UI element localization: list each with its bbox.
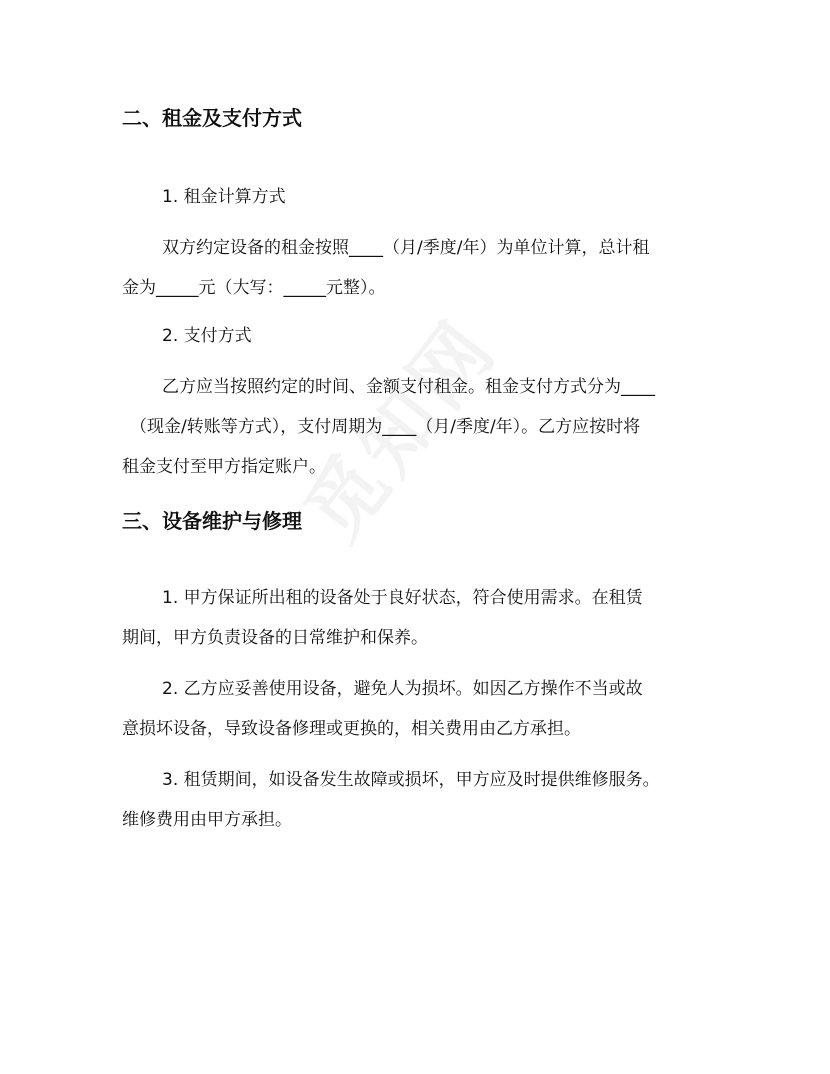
paragraph-maintenance-3 (122, 760, 722, 840)
paragraph-line: 1. 甲方保证所出租的设备处于良好状态，符合使用需求。在租赁 (162, 588, 643, 608)
subheading-payment-method: 2. 支付方式 (162, 326, 252, 346)
section-heading-rent-payment: 二、租金及支付方式 (122, 106, 302, 130)
paragraph-line: 金为_____元（大写：_____元整）。 (122, 278, 386, 298)
paragraph-line: 3. 租赁期间，如设备发生故障或损坏，甲方应及时提供维修服务。 (162, 770, 660, 790)
paragraph-line: 租金支付至甲方指定账户。 (122, 457, 326, 477)
paragraph-maintenance-1 (122, 578, 722, 658)
paragraph-maintenance-2 (122, 669, 722, 749)
paragraph-line: 乙方应当按照约定的时间、金额支付租金。租金支付方式分为____ (162, 377, 655, 397)
paragraph-line: 意损坏设备，导致设备修理或更换的，相关费用由乙方承担。 (122, 719, 581, 739)
section-heading-maintenance: 三、设备维护与修理 (122, 509, 302, 533)
subheading-rent-calculation: 1. 租金计算方式 (162, 187, 286, 207)
paragraph-line: 2. 乙方应妥善使用设备，避免人为损坏。如因乙方操作不当或故 (162, 679, 643, 699)
paragraph-line: 期间，甲方负责设备的日常维护和保养。 (122, 628, 428, 648)
paragraph-rent-calculation (122, 228, 722, 308)
paragraph-line: 维修费用由甲方承担。 (122, 810, 292, 830)
paragraph-payment-method (122, 367, 722, 487)
paragraph-line: 双方约定设备的租金按照____（月/季度/年）为单位计算，总计租 (162, 238, 650, 258)
paragraph-line: （现金/转账等方式），支付周期为____（月/季度/年）。乙方应按时将 (130, 417, 641, 437)
